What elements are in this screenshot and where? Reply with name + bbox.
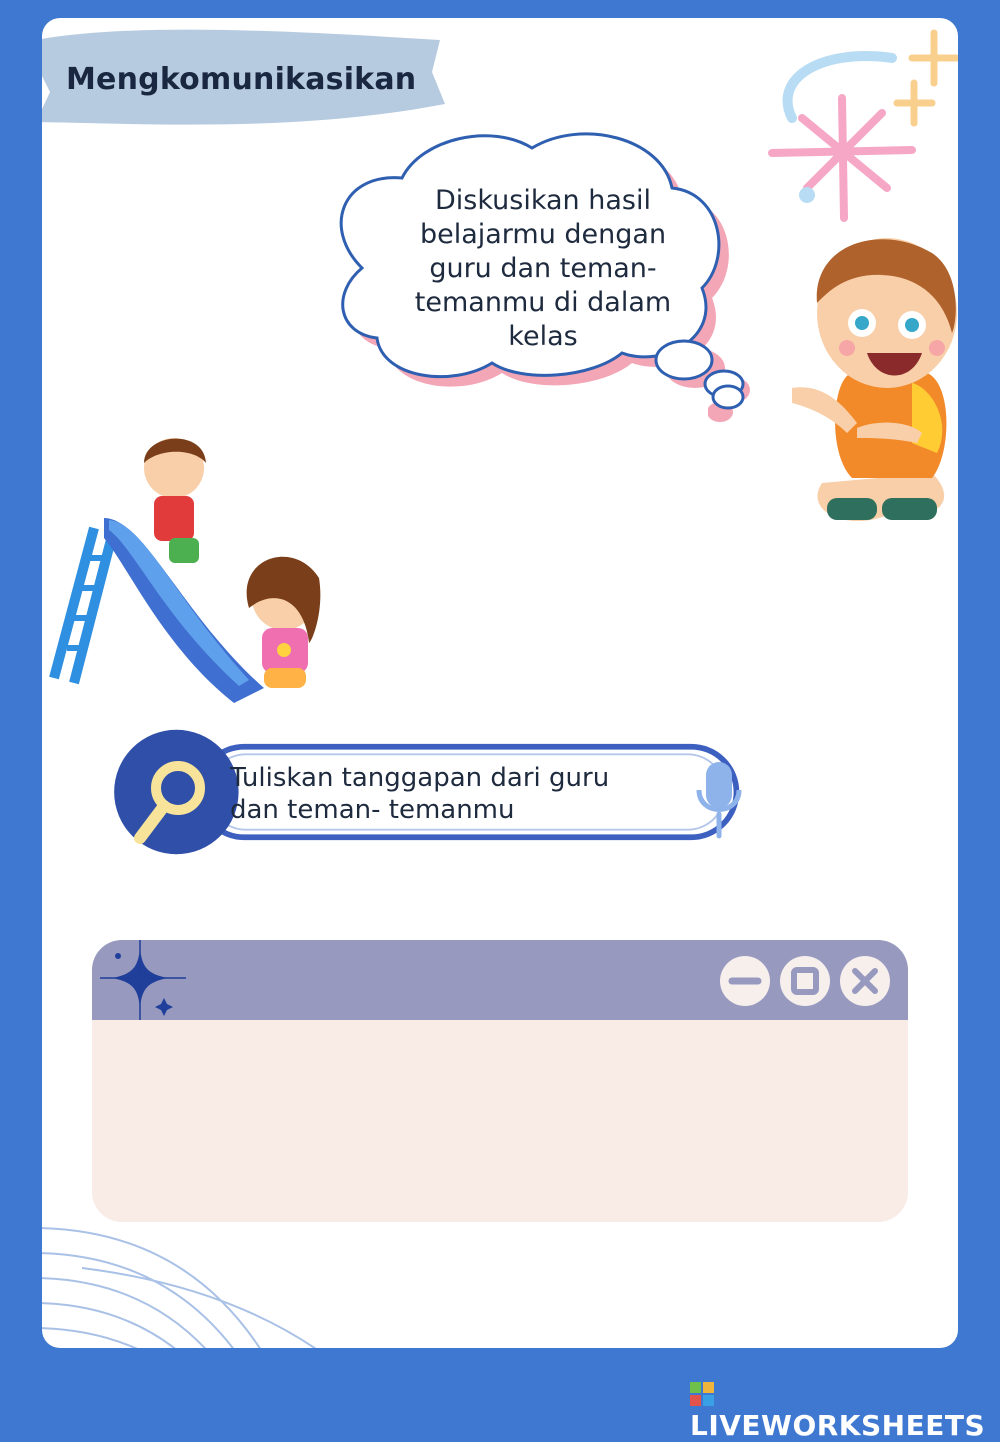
answer-window (92, 940, 908, 1222)
speech-line: Diskusikan hasil (435, 185, 651, 216)
instruction-line: dan teman- temanmu (230, 795, 515, 825)
minimize-icon (720, 956, 770, 1006)
liveworksheets-logo-icon (690, 1382, 714, 1406)
speech-line: guru dan teman- (429, 253, 657, 284)
boy-character-illustration (762, 213, 958, 543)
close-button[interactable] (840, 956, 890, 1006)
sparkle-icon (100, 940, 186, 1020)
sparkle-decoration (762, 28, 958, 238)
speech-line: belajarmu dengan (419, 219, 667, 250)
worksheet-page (42, 18, 958, 1348)
maximize-icon (780, 956, 830, 1006)
magnifier-icon (130, 756, 210, 846)
window-title-bar (92, 940, 908, 1020)
instruction-line: Tuliskan tanggapan dari guru (230, 763, 610, 793)
speech-line: kelas (508, 321, 578, 352)
liveworksheets-brand (690, 1376, 1000, 1442)
instruction-text (230, 762, 696, 826)
maximize-button[interactable] (780, 956, 830, 1006)
speech-bubble-text (388, 184, 698, 354)
speech-line: temanmu di dalam (414, 287, 672, 318)
thought-dot-icon (708, 380, 748, 430)
close-icon (840, 956, 890, 1006)
minimize-button[interactable] (720, 956, 770, 1006)
answer-input-area[interactable] (92, 1020, 908, 1222)
section-title: Mengkomunikasikan (66, 62, 417, 97)
kids-on-slide-illustration (42, 418, 324, 718)
brand-text: LIVEWORKSHEETS (690, 1409, 986, 1442)
microphone-icon (694, 758, 744, 842)
